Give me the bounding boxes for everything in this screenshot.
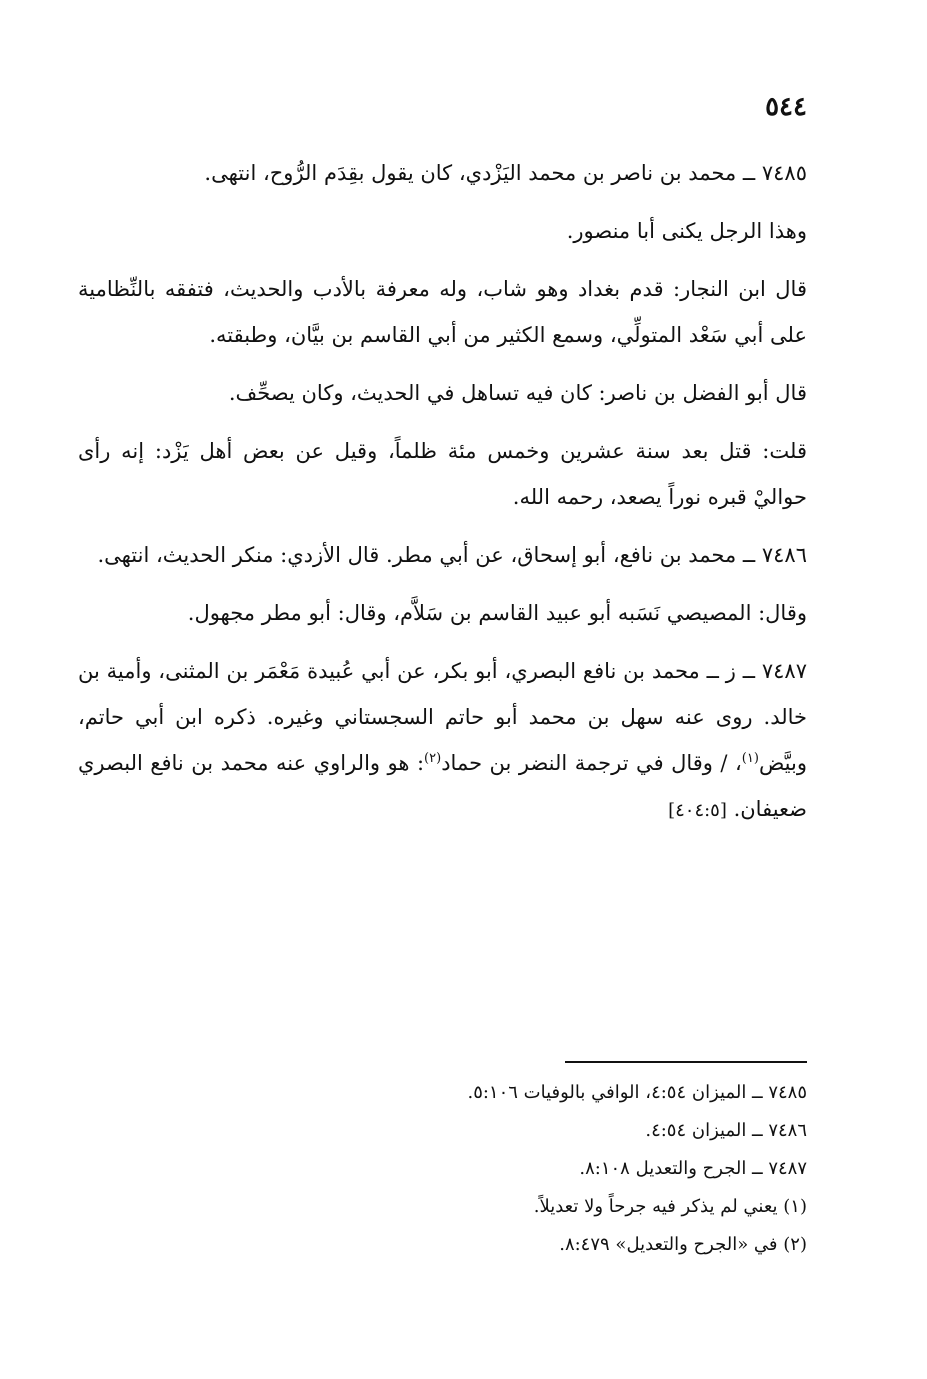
footnotes — [300, 1074, 807, 1264]
footnote-source-7486: ٧٤٨٦ ــ الميزان ٤:٥٤. — [645, 1120, 807, 1141]
paragraph-entry-7485: ٧٤٨٥ ــ محمد بن ناصر بن محمد اليَزْدي، كان يقول بقِدَم الرُّوح، انتهى. — [204, 161, 807, 185]
footnote-marker-1: (١) — [741, 751, 759, 766]
footnote-divider — [565, 1061, 807, 1063]
paragraph-qultu: قلت: قتل بعد سنة عشرين وخمس مئة ظلماً، وقيل عن بعض أهل يَزْد: إنه رأى حواليْ قبره نوراً يصعد، رحمه الله. — [78, 439, 807, 509]
page-number: ٥٤٤ — [765, 92, 807, 122]
footnote-marker-2: (٢) — [424, 751, 442, 766]
paragraph-ibn-najjar: قال ابن النجار: قدم بغداد وهو شاب، وله معرفة بالأدب والحديث، فتفقه بالنِّظامية على أبي سَعْد المتولِّي، وسمع الكثير من أبي القاسم بن بيَّان، وطبقته. — [78, 277, 807, 347]
margin-reference: [٤٠٤:٥] — [668, 800, 727, 821]
footnote-source-7485: ٧٤٨٥ ــ الميزان ٤:٥٤، الوافي بالوفيات ٥:١٠٦. — [467, 1082, 807, 1103]
paragraph-entry-7487 — [78, 648, 807, 834]
paragraph-kunya: وهذا الرجل يكنى أبا منصور. — [566, 219, 807, 243]
entry-7487-text-part1: ٧٤٨٧ ــ ز ــ محمد بن نافع البصري، أبو بكر، عن أبي عُبيدة مَعْمَر بن المثنى، وأمية بن خالد. روى عنه سهل بن محمد أبو حاتم السجستاني وغيره. ذكره ابن أبي حاتم، وبيَّض — [78, 659, 807, 775]
entry-7487-text-part2: ، / وقال في ترجمة النضر بن حماد — [441, 751, 742, 775]
paragraph-masisi: وقال: المصيصي نَسَبه أبو عبيد القاسم بن سَلاَّم، وقال: أبو مطر مجهول. — [187, 601, 807, 625]
footnote-2: (٢) في «الجرح والتعديل» ٨:٤٧٩. — [559, 1234, 807, 1255]
paragraph-abu-fadl: قال أبو الفضل بن ناصر: كان فيه تساهل في الحديث، وكان يصحِّف. — [228, 381, 807, 405]
entry-7487-text-part3: : هو والراوي عنه محمد بن نافع البصري ضعيفان. — [78, 751, 807, 821]
footnote-source-7487: ٧٤٨٧ ــ الجرح والتعديل ٨:١٠٨. — [579, 1158, 807, 1179]
paragraph-entry-7486: ٧٤٨٦ ــ محمد بن نافع، أبو إسحاق، عن أبي مطر. قال الأزدي: منكر الحديث، انتهى. — [97, 543, 807, 567]
main-text — [78, 150, 807, 846]
footnote-1: (١) يعني لم يذكر فيه جرحاً ولا تعديلاً. — [533, 1196, 807, 1217]
